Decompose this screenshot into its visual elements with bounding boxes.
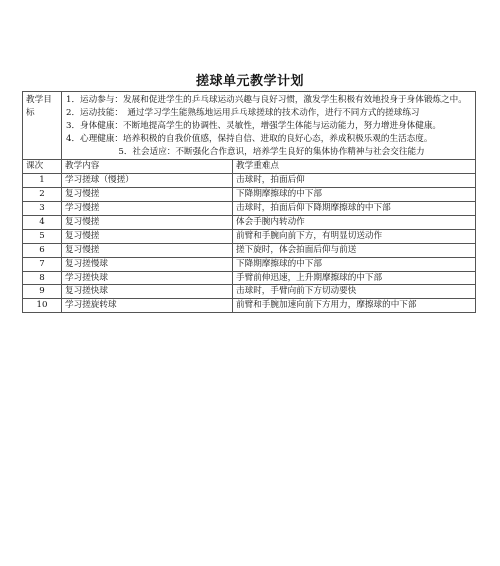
lesson-focus: 下降期摩擦球的中下部 xyxy=(233,257,476,271)
lesson-focus: 前臂和手腕向前下方，有明显切送动作 xyxy=(233,229,476,243)
goal-item: 1．运动参与：发展和促进学生的乒乓球运动兴趣与良好习惯，激发学生积极有效地投身于身体锻炼之中。 xyxy=(66,95,467,105)
lesson-no: 2 xyxy=(23,188,62,202)
goals-label: 教学目标 xyxy=(23,92,62,160)
lesson-content: 复习慢搓 xyxy=(62,229,233,243)
header-lesson-no: 课次 xyxy=(23,160,62,174)
lesson-no: 4 xyxy=(23,216,62,230)
lesson-focus: 搓下旋时，体会拍面后仰与前送 xyxy=(233,243,476,257)
table-row xyxy=(23,229,476,243)
goals-row xyxy=(23,92,476,160)
lesson-content: 复习慢搓 xyxy=(62,243,233,257)
schedule-header-row xyxy=(23,160,476,174)
lesson-content: 复习搓慢球 xyxy=(62,257,233,271)
goal-item: 4．心理健康：培养积极的自我价值感，保持自信、进取的良好心态，养成积极乐观的生活态度。 xyxy=(66,133,433,144)
goal-item: 2．运动技能： 通过学习学生能熟练地运用乒乓球搓球的技术动作，进行不同方式的搓球练习 xyxy=(66,107,420,118)
lesson-content: 学习搓球（慢搓） xyxy=(62,174,233,188)
lesson-focus: 体会手腕内转动作 xyxy=(233,216,476,230)
lesson-content: 复习慢搓 xyxy=(62,216,233,230)
lesson-no: 1 xyxy=(23,174,62,188)
lesson-content: 复习搓快球 xyxy=(62,285,233,299)
table-row xyxy=(23,202,476,216)
table-row xyxy=(23,299,476,313)
table-row xyxy=(23,257,476,271)
goal-item: 5．社会适应：不断强化合作意识，培养学生良好的集体协作精神与社会交往能力 xyxy=(118,146,425,157)
goals-content xyxy=(62,92,476,160)
goal-item: 3．身体健康：不断地提高学生的协调性、灵敏性，增强学生体能与运动能力，努力增进身体健康。 xyxy=(66,120,442,131)
lesson-content: 学习搓快球 xyxy=(62,271,233,285)
table-row xyxy=(23,174,476,188)
lesson-no: 6 xyxy=(23,243,62,257)
table-row xyxy=(23,243,476,257)
teaching-plan-table xyxy=(22,91,476,313)
lesson-focus: 下降期摩擦球的中下部 xyxy=(233,188,476,202)
lesson-focus: 前臂和手腕加速向前下方用力，摩擦球的中下部 xyxy=(233,299,476,313)
lesson-content: 学习慢搓 xyxy=(62,202,233,216)
table-row xyxy=(23,216,476,230)
lesson-focus: 击球时，手臂向前下方切动要快 xyxy=(233,285,476,299)
header-focus: 教学重难点 xyxy=(233,160,476,174)
lesson-focus: 击球时，拍面后仰 xyxy=(233,174,476,188)
lesson-no: 8 xyxy=(23,271,62,285)
lesson-content: 复习慢搓 xyxy=(62,188,233,202)
lesson-no: 9 xyxy=(23,285,62,299)
lesson-focus: 击球时，拍面后仰下降期摩擦球的中下部 xyxy=(233,202,476,216)
lesson-content: 学习搓旋转球 xyxy=(62,299,233,313)
lesson-no: 7 xyxy=(23,257,62,271)
table-row xyxy=(23,271,476,285)
lesson-no: 5 xyxy=(23,229,62,243)
table-row xyxy=(23,285,476,299)
lesson-focus: 手臂前伸迅速，上升期摩擦球的中下部 xyxy=(233,271,476,285)
header-content: 教学内容 xyxy=(62,160,233,174)
page-title: 搓球单元教学计划 xyxy=(195,74,304,89)
lesson-no: 3 xyxy=(23,202,62,216)
table-row xyxy=(23,188,476,202)
lesson-no: 10 xyxy=(23,299,62,313)
